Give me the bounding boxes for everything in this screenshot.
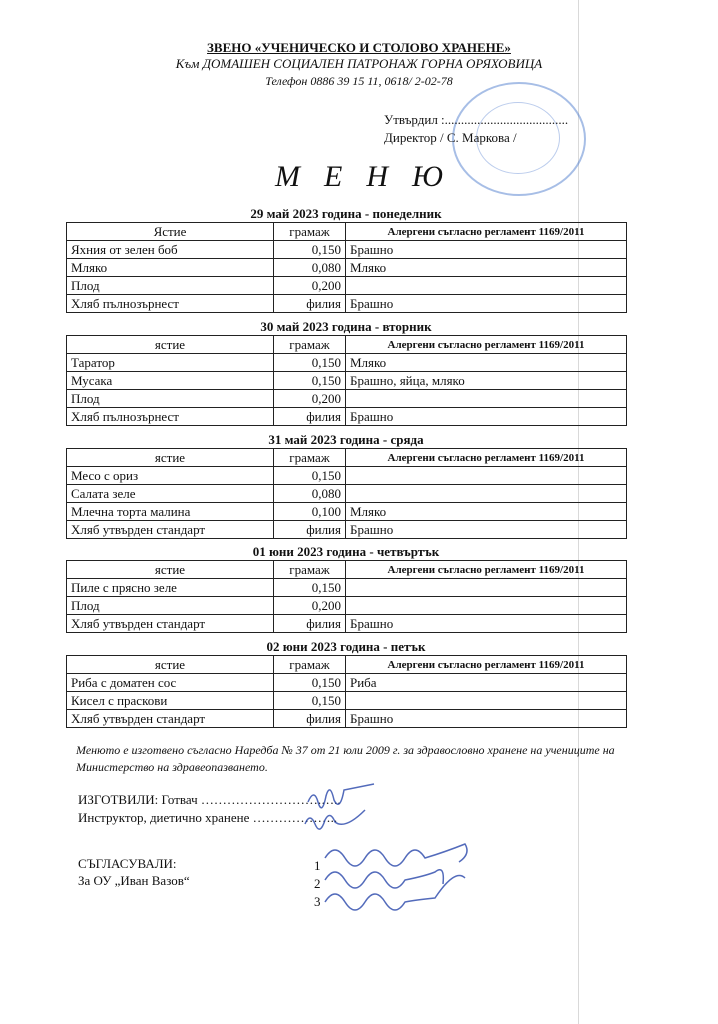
table-header-row: [67, 336, 627, 354]
dish-cell: Хляб утвърден стандарт: [67, 710, 274, 728]
agreed-number-2: 2: [314, 876, 321, 891]
dish-header: ястие: [67, 449, 274, 467]
allergens-cell: Мляко: [346, 354, 627, 372]
dish-header: ястие: [67, 656, 274, 674]
weight-header: грамаж: [274, 336, 346, 354]
dish-header: Ястие: [67, 223, 274, 241]
table-row: [67, 277, 627, 295]
table-header-row: [67, 561, 627, 579]
table-row: [67, 710, 627, 728]
allergens-header: Алергени съгласно регламент 1169/2011: [346, 223, 627, 241]
dish-cell: Млечна торта малина: [67, 503, 274, 521]
weight-cell: 0,150: [274, 241, 346, 259]
allergens-cell: Риба: [346, 674, 627, 692]
day-menu-block: [66, 639, 626, 728]
weight-header: грамаж: [274, 449, 346, 467]
table-header-row: [67, 449, 627, 467]
table-row: [67, 295, 627, 313]
dish-header: ястие: [67, 336, 274, 354]
allergens-header: Алергени съгласно регламент 1169/2011: [346, 656, 627, 674]
dish-cell: Пиле с прясно зеле: [67, 579, 274, 597]
weight-cell: 0,200: [274, 277, 346, 295]
table-row: [67, 241, 627, 259]
regulation-note: Менюто е изготвено съгласно Наредба № 37 от 21 юли 2009 г. за здравословно хранене на учениците на Министерство на здравеопазването.: [76, 743, 615, 774]
day-menu-block: [66, 319, 626, 426]
table-row: [67, 521, 627, 539]
dish-cell: Плод: [67, 597, 274, 615]
dish-cell: Хляб утвърден стандарт: [67, 521, 274, 539]
menu-title: МЕНЮ: [275, 160, 467, 193]
dish-cell: Плод: [67, 390, 274, 408]
agreed-number-3: 3: [314, 894, 321, 909]
allergens-cell: Мляко: [346, 503, 627, 521]
dish-cell: Хляб пълнозърнест: [67, 295, 274, 313]
table-row: [67, 674, 627, 692]
day-menu-table: [66, 448, 627, 539]
table-row: [67, 485, 627, 503]
allergens-cell: Мляко: [346, 259, 627, 277]
dish-cell: Яхния от зелен боб: [67, 241, 274, 259]
day-title: 29 май 2023 година - понеделник: [250, 206, 442, 221]
dish-cell: Хляб пълнозърнест: [67, 408, 274, 426]
allergens-cell: Брашно, яйца, мляко: [346, 372, 627, 390]
allergens-cell: [346, 692, 627, 710]
allergens-cell: [346, 579, 627, 597]
weight-cell: 0,150: [274, 692, 346, 710]
organization-parent: Към ДОМАШЕН СОЦИАЛЕН ПАТРОНАЖ ГОРНА ОРЯХОВИЦА: [175, 56, 543, 71]
table-row: [67, 354, 627, 372]
dish-cell: Мусака: [67, 372, 274, 390]
allergens-cell: Брашно: [346, 408, 627, 426]
day-menu-block: [66, 206, 626, 313]
day-title: 02 юни 2023 година - петък: [266, 639, 426, 654]
day-menu-table: [66, 335, 627, 426]
weight-cell: 0,150: [274, 354, 346, 372]
table-row: [67, 390, 627, 408]
table-row: [67, 615, 627, 633]
day-menu-table: [66, 655, 627, 728]
table-row: [67, 579, 627, 597]
allergens-cell: Брашно: [346, 615, 627, 633]
weight-cell: 0,080: [274, 259, 346, 277]
table-row: [67, 503, 627, 521]
weight-cell: 0,150: [274, 467, 346, 485]
director-line: Директор / С. Маркова /: [384, 130, 517, 145]
agreed-label: СЪГЛАСУВАЛИ:: [78, 856, 177, 871]
dish-cell: Кисел с праскови: [67, 692, 274, 710]
prepared-by-cook: ИЗГОТВИЛИ: Готвач ……………………….…..: [78, 792, 341, 807]
allergens-cell: Брашно: [346, 710, 627, 728]
dish-cell: Хляб утвърден стандарт: [67, 615, 274, 633]
weight-header: грамаж: [274, 656, 346, 674]
weight-cell: 0,100: [274, 503, 346, 521]
weight-header: грамаж: [274, 223, 346, 241]
weight-cell: 0,150: [274, 674, 346, 692]
dish-header: ястие: [67, 561, 274, 579]
allergens-header: Алергени съгласно регламент 1169/2011: [346, 561, 627, 579]
day-title: 31 май 2023 година - сряда: [268, 432, 424, 447]
dish-cell: Месо с ориз: [67, 467, 274, 485]
table-header-row: [67, 223, 627, 241]
table-row: [67, 692, 627, 710]
agreed-school: За ОУ „Иван Вазов“: [78, 873, 190, 888]
allergens-cell: [346, 485, 627, 503]
allergens-cell: Брашно: [346, 521, 627, 539]
day-menu-block: [66, 544, 626, 633]
dish-cell: Таратор: [67, 354, 274, 372]
weight-cell: филия: [274, 710, 346, 728]
weight-cell: 0,080: [274, 485, 346, 503]
weight-cell: филия: [274, 615, 346, 633]
weight-cell: 0,150: [274, 579, 346, 597]
dish-cell: Салата зеле: [67, 485, 274, 503]
allergens-header: Алергени съгласно регламент 1169/2011: [346, 449, 627, 467]
table-row: [67, 408, 627, 426]
weight-cell: филия: [274, 295, 346, 313]
table-row: [67, 259, 627, 277]
agreement-signatures: [320, 836, 520, 916]
allergens-cell: Брашно: [346, 295, 627, 313]
dish-cell: Риба с доматен сос: [67, 674, 274, 692]
dish-cell: Плод: [67, 277, 274, 295]
day-title: 01 юни 2023 година - четвъртък: [252, 544, 440, 559]
prepared-by-instructor: Инструктор, диетично хранене ………………..: [78, 810, 338, 825]
agreed-number-1: 1: [314, 858, 321, 873]
day-menu-block: [66, 432, 626, 539]
allergens-cell: [346, 390, 627, 408]
weight-header: грамаж: [274, 561, 346, 579]
day-menu-table: [66, 560, 627, 633]
allergens-header: Алергени съгласно регламент 1169/2011: [346, 336, 627, 354]
day-title: 30 май 2023 година - вторник: [260, 319, 432, 334]
day-menu-table: [66, 222, 627, 313]
organization-phone: Телефон 0886 39 15 11, 0618/ 2-02-78: [265, 74, 453, 88]
instructor-signature: [300, 804, 390, 834]
weight-cell: филия: [274, 408, 346, 426]
weight-cell: 0,200: [274, 597, 346, 615]
organization-name: ЗВЕНО «УЧЕНИЧЕСКО И СТОЛОВО ХРАНЕНЕ»: [207, 40, 511, 55]
weight-cell: филия: [274, 521, 346, 539]
dish-cell: Мляко: [67, 259, 274, 277]
weight-cell: 0,200: [274, 390, 346, 408]
table-row: [67, 372, 627, 390]
allergens-cell: [346, 467, 627, 485]
table-row: [67, 467, 627, 485]
allergens-cell: Брашно: [346, 241, 627, 259]
table-row: [67, 597, 627, 615]
allergens-cell: [346, 277, 627, 295]
table-header-row: [67, 656, 627, 674]
allergens-cell: [346, 597, 627, 615]
weight-cell: 0,150: [274, 372, 346, 390]
approved-by-line: Утвърдил :......................................: [384, 112, 569, 127]
